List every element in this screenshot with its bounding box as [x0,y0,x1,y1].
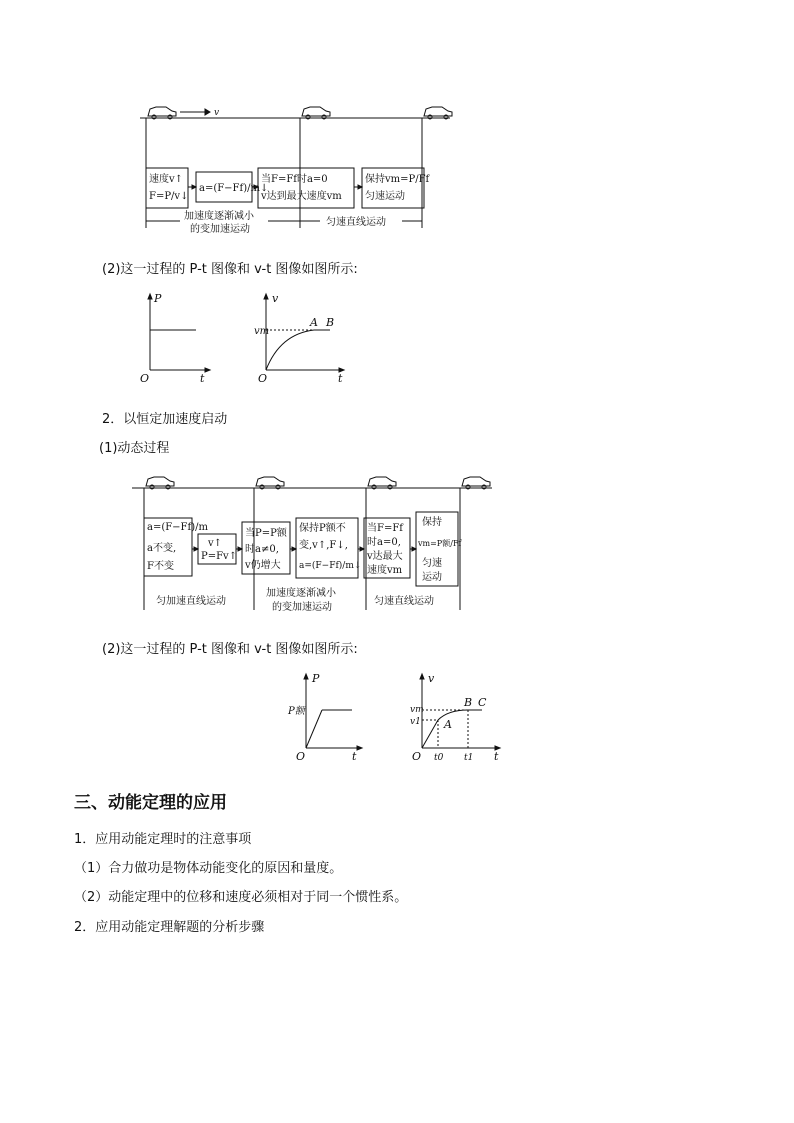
section-2a-title: (1)动态过程 [99,441,170,456]
phase2-label-2: 的变加速运动 [272,602,332,613]
car-icon [368,477,396,489]
p-rated-label: P额 [288,706,305,717]
phase3-label: 匀速直线运动 [374,596,434,607]
phase2-label-1: 加速度逐渐减小 [266,588,336,599]
box4-line1: 保持P额不 [299,523,346,534]
box3-line3: v仍增大 [245,560,281,571]
list-item-1: 1．应用动能定理时的注意事项 [74,832,252,847]
phase1-label: 匀加速直线运动 [156,596,226,607]
car-icon [256,477,284,489]
list-item-1a: （1）合力做功是物体动能变化的原因和量度。 [74,861,343,876]
box5-line2: 时a=0, [367,537,401,548]
box3-line2: v达到最大速度vm [261,191,342,202]
graph-v-t-1 [252,290,352,385]
box3-line1: 当P=P额 [245,528,287,539]
paragraph-graphs-1: (2)这一过程的 P-t 图像和 v-t 图像如图所示: [102,262,358,277]
box5-line4: 速度vm [367,565,403,576]
car-icon [424,107,452,119]
origin-label: O [296,750,306,763]
box3-line1: 当F=Ff时a=0 [261,174,328,185]
axis-label-t: t [352,750,357,763]
box1-line1: a=(F−Ff)/m [147,522,208,533]
axis-label-t: t [494,750,499,763]
phase1-label-1: 加速度逐渐减小 [184,211,254,222]
box2-line1: a=(F−Ff)/m↓ [199,183,269,194]
box6-line1: 保持 [422,517,442,528]
axis-label-v: v [272,292,279,305]
axis-label-p: P [154,292,162,305]
car-icon [148,107,176,119]
axis-label-t: t [200,372,205,385]
point-b-label: B [464,696,473,709]
car-icon [462,477,490,489]
box6-line2: vm=P额/Ff [418,539,462,548]
box1-line2: a不变, [147,543,177,554]
graph-p-t-2 [286,670,366,765]
diagram-constant-acceleration [132,468,497,618]
graph-v-t-2 [408,670,508,765]
point-c-label: C [478,696,487,709]
point-a-label: A [444,718,452,731]
origin-label: O [258,372,268,385]
phase1-label-2: 的变加速运动 [190,224,250,235]
origin-label: O [140,372,150,385]
box4-line2: 匀速运动 [365,191,405,202]
point-a-label: A [310,316,318,329]
graph-p-t-1 [138,290,218,385]
car-icon [146,477,174,489]
section-2-title: 2．以恒定加速度启动 [102,412,228,427]
paragraph-graphs-2: (2)这一过程的 P-t 图像和 v-t 图像如图所示: [102,642,358,657]
box3-line2: 时a≠0, [245,544,279,555]
axis-label-v: v [428,672,435,685]
box4-line2: 变,v↑,F↓, [299,540,348,551]
list-item-2: 2．应用动能定理解题的分析步骤 [74,920,265,935]
box1-line1: 速度v↑ [149,174,184,185]
section-heading: 三、动能定理的应用 [74,793,227,813]
box5-line3: v达最大 [367,551,403,562]
box4-line1: 保持vm=P/Ff [365,174,430,185]
velocity-label: v [214,108,220,118]
axis-label-t: t [338,372,343,385]
car-icon [302,107,330,119]
diagram-constant-power [130,98,460,238]
axis-label-p: P [312,672,320,685]
list-item-1b: （2）动能定理中的位移和速度必须相对于同一个惯性系。 [74,890,408,905]
t0-label: t0 [434,753,444,763]
box1-line2: F=P/v↓ [149,191,189,202]
box5-line1: 当F=Ff [367,523,403,534]
point-b-label: B [326,316,335,329]
phase2-label: 匀速直线运动 [326,217,386,228]
box6-line4: 运动 [422,572,442,583]
box4-line3: a=(F−Ff)/m↓ [299,561,362,571]
box6-line3: 匀速 [422,558,442,569]
origin-label: O [412,750,422,763]
vm-label: vm [410,705,424,715]
t1-label: t1 [464,753,474,763]
box1-line3: F不变 [147,561,174,572]
vm-label: vm [254,326,270,337]
v1-label: v1 [410,717,421,727]
box2-line2: P=Fv↑ [201,551,238,562]
box2-line1: v↑ [208,538,223,549]
